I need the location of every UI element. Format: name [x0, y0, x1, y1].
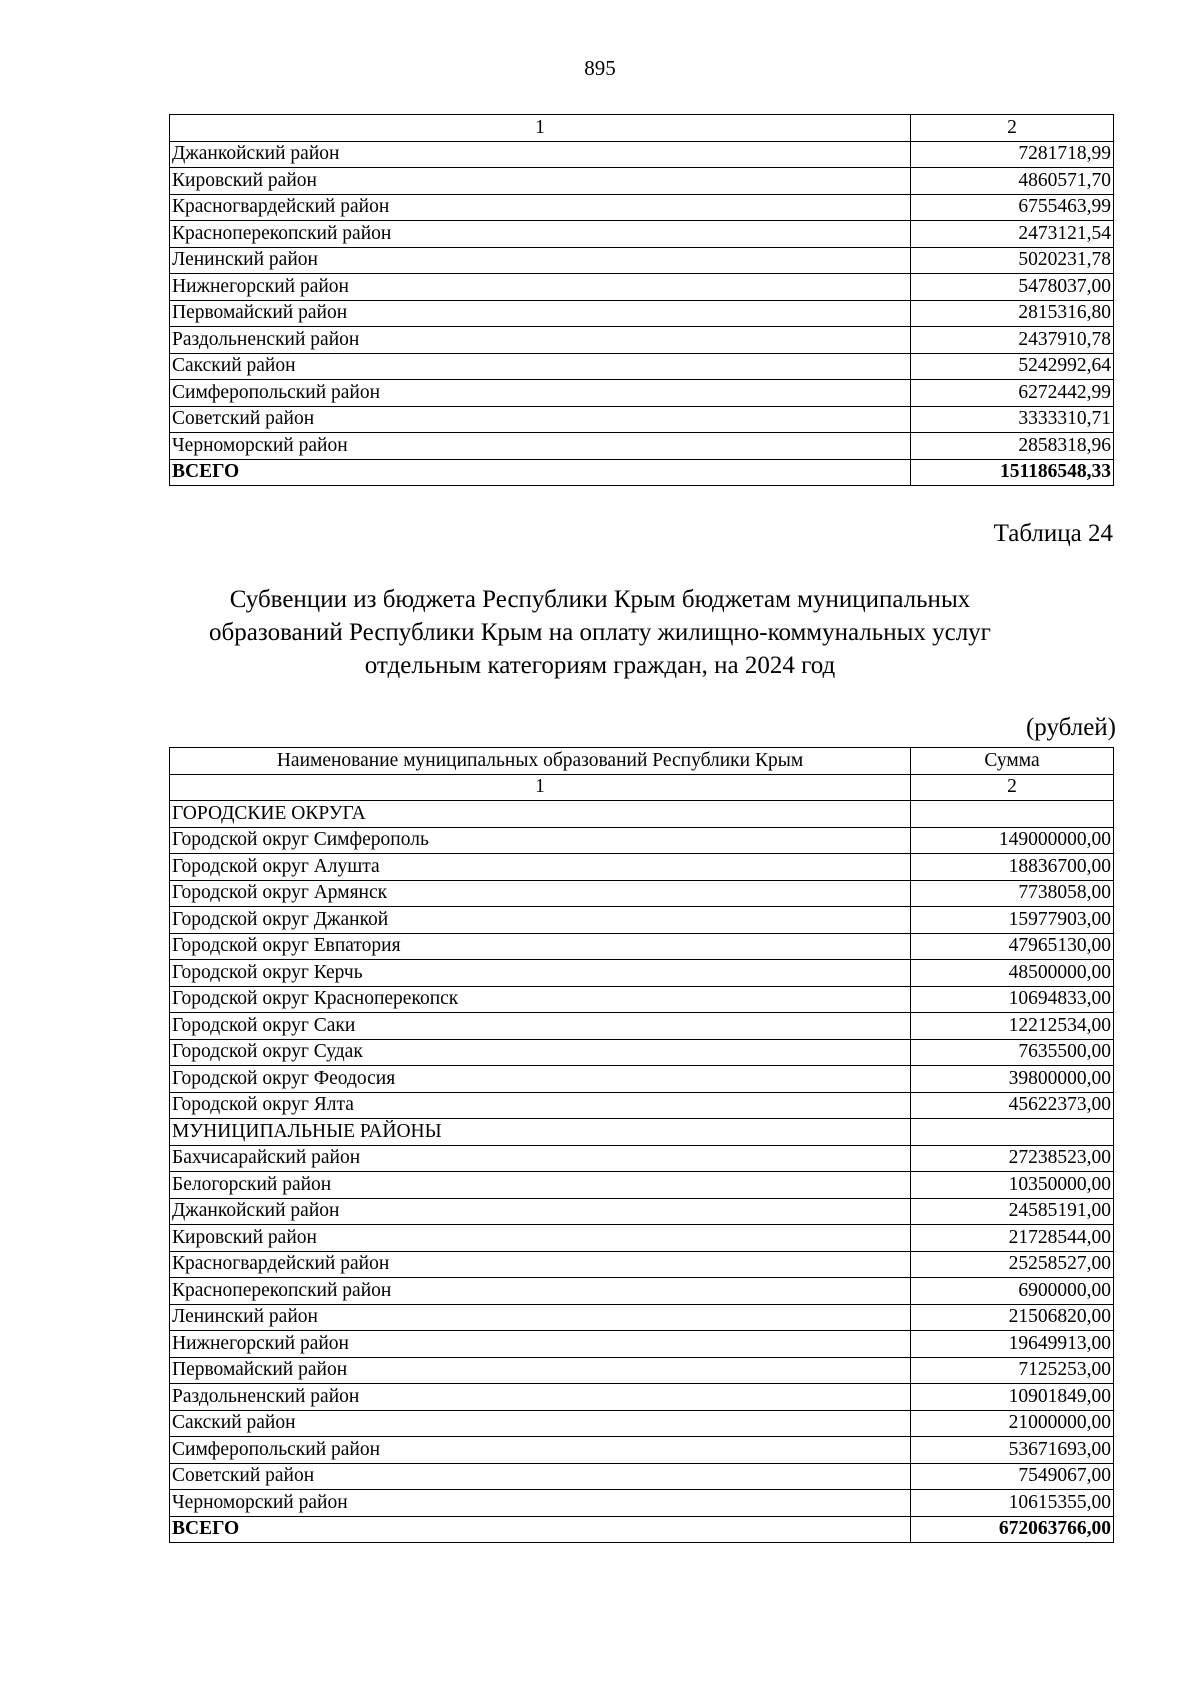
row-value: 15977903,00: [911, 907, 1114, 934]
row-value: 7281718,99: [911, 141, 1114, 168]
row-value: 53671693,00: [911, 1437, 1114, 1464]
row-value: [911, 801, 1114, 828]
table-row: [170, 1384, 1114, 1411]
row-value: 6755463,99: [911, 194, 1114, 221]
row-name: Симферопольский район: [170, 380, 911, 407]
row-name: ВСЕГО: [170, 459, 911, 486]
row-name: Городской округ Феодосия: [170, 1066, 911, 1093]
table-row: [170, 380, 1114, 407]
table-row: [170, 247, 1114, 274]
row-value: 672063766,00: [911, 1516, 1114, 1543]
row-value: 10350000,00: [911, 1172, 1114, 1199]
table-row: [170, 353, 1114, 380]
row-value: 27238523,00: [911, 1145, 1114, 1172]
column-number-1: 1: [170, 774, 911, 801]
row-value: 2815316,80: [911, 300, 1114, 327]
subvention-table: [169, 747, 1114, 1543]
title-line-3: отдельным категориям граждан, на 2024 год: [364, 652, 836, 679]
table-row: [170, 880, 1114, 907]
table-row: [170, 1304, 1114, 1331]
row-name: Красноперекопский район: [170, 1278, 911, 1305]
unit-label: (рублей): [1025, 714, 1116, 741]
row-value: 4860571,70: [911, 168, 1114, 195]
row-value: 7635500,00: [911, 1039, 1114, 1066]
row-value: 45622373,00: [911, 1092, 1114, 1119]
row-value: 21506820,00: [911, 1304, 1114, 1331]
row-name: Нижнегорский район: [170, 274, 911, 301]
row-value: [911, 1119, 1114, 1146]
row-name: ВСЕГО: [170, 1516, 911, 1543]
row-name: Первомайский район: [170, 300, 911, 327]
table-row: [170, 986, 1114, 1013]
table-row: [170, 433, 1114, 460]
table-row: [170, 1066, 1114, 1093]
row-name: Ленинский район: [170, 1304, 911, 1331]
row-value: 10615355,00: [911, 1490, 1114, 1517]
row-name: Первомайский район: [170, 1357, 911, 1384]
row-value: 151186548,33: [911, 459, 1114, 486]
row-value: 39800000,00: [911, 1066, 1114, 1093]
table-row: [170, 168, 1114, 195]
table-row: [170, 1278, 1114, 1305]
total-row: [170, 459, 1114, 486]
row-value: 7738058,00: [911, 880, 1114, 907]
row-name: Советский район: [170, 406, 911, 433]
row-name: Красногвардейский район: [170, 194, 911, 221]
column-number-1: 1: [170, 115, 911, 142]
table-row: [170, 1172, 1114, 1199]
row-name: Ленинский район: [170, 247, 911, 274]
table-row: [170, 1490, 1114, 1517]
row-value: 2437910,78: [911, 327, 1114, 354]
column-number-row: [170, 774, 1114, 801]
table-row: [170, 1463, 1114, 1490]
row-name: Городской округ Евпатория: [170, 933, 911, 960]
row-name: Городской округ Саки: [170, 1013, 911, 1040]
table-row: [170, 1357, 1114, 1384]
page-number: 895: [584, 56, 616, 80]
column-header-name: Наименование муниципальных образований Республики Крым: [170, 748, 911, 775]
row-name: Раздольненский район: [170, 327, 911, 354]
table-title: [0, 583, 1200, 682]
row-name: Городской округ Алушта: [170, 854, 911, 881]
title-line-2: образований Республики Крым на оплату жилищно-коммунальных услуг: [209, 619, 991, 646]
row-name: Городской округ Красноперекопск: [170, 986, 911, 1013]
table-row: [170, 933, 1114, 960]
row-name: Городской округ Керчь: [170, 960, 911, 987]
table-row: [170, 854, 1114, 881]
table-row: [170, 141, 1114, 168]
row-name: Бахчисарайский район: [170, 1145, 911, 1172]
row-value: 2858318,96: [911, 433, 1114, 460]
table-row: [170, 300, 1114, 327]
row-value: 6272442,99: [911, 380, 1114, 407]
row-name: Белогорский район: [170, 1172, 911, 1199]
row-value: 149000000,00: [911, 827, 1114, 854]
column-number-row: [170, 115, 1114, 142]
row-name: Раздольненский район: [170, 1384, 911, 1411]
row-value: 25258527,00: [911, 1251, 1114, 1278]
row-name: Черноморский район: [170, 433, 911, 460]
row-name: ГОРОДСКИЕ ОКРУГА: [170, 801, 911, 828]
section-header-row: [170, 1119, 1114, 1146]
row-name: Городской округ Симферополь: [170, 827, 911, 854]
row-name: Советский район: [170, 1463, 911, 1490]
table-label: Таблица 24: [993, 520, 1113, 547]
row-value: 7125253,00: [911, 1357, 1114, 1384]
row-value: 5478037,00: [911, 274, 1114, 301]
table-row: [170, 221, 1114, 248]
row-name: Джанкойский район: [170, 1198, 911, 1225]
table-row: [170, 1092, 1114, 1119]
row-name: Городской округ Армянск: [170, 880, 911, 907]
table-row: [170, 1198, 1114, 1225]
row-name: Красноперекопский район: [170, 221, 911, 248]
row-name: Сакский район: [170, 1410, 911, 1437]
column-number-2: 2: [911, 115, 1114, 142]
table-row: [170, 406, 1114, 433]
row-value: 10901849,00: [911, 1384, 1114, 1411]
row-value: 21728544,00: [911, 1225, 1114, 1252]
total-row: [170, 1516, 1114, 1543]
row-name: Сакский район: [170, 353, 911, 380]
table-row: [170, 1331, 1114, 1358]
row-value: 47965130,00: [911, 933, 1114, 960]
row-name: Городской округ Ялта: [170, 1092, 911, 1119]
row-name: Кировский район: [170, 1225, 911, 1252]
table-row: [170, 274, 1114, 301]
table-row: [170, 1410, 1114, 1437]
table-row: [170, 327, 1114, 354]
row-value: 48500000,00: [911, 960, 1114, 987]
row-name: Нижнегорский район: [170, 1331, 911, 1358]
table-row: [170, 960, 1114, 987]
row-name: Симферопольский район: [170, 1437, 911, 1464]
row-name: МУНИЦИПАЛЬНЫЕ РАЙОНЫ: [170, 1119, 911, 1146]
row-name: Кировский район: [170, 168, 911, 195]
row-value: 2473121,54: [911, 221, 1114, 248]
title-line-1: Субвенции из бюджета Республики Крым бюджетам муниципальных: [229, 586, 971, 613]
table-row: [170, 1013, 1114, 1040]
row-value: 18836700,00: [911, 854, 1114, 881]
table-row: [170, 1039, 1114, 1066]
row-value: 12212534,00: [911, 1013, 1114, 1040]
row-value: 7549067,00: [911, 1463, 1114, 1490]
row-value: 3333310,71: [911, 406, 1114, 433]
row-name: Городской округ Судак: [170, 1039, 911, 1066]
row-name: Красногвардейский район: [170, 1251, 911, 1278]
row-value: 21000000,00: [911, 1410, 1114, 1437]
column-number-2: 2: [911, 774, 1114, 801]
column-header-sum: Сумма: [911, 748, 1114, 775]
table-row: [170, 1251, 1114, 1278]
row-value: 24585191,00: [911, 1198, 1114, 1225]
row-value: 5242992,64: [911, 353, 1114, 380]
column-header-row: [170, 748, 1114, 775]
table-row: [170, 1225, 1114, 1252]
row-value: 6900000,00: [911, 1278, 1114, 1305]
row-name: Черноморский район: [170, 1490, 911, 1517]
table-row: [170, 194, 1114, 221]
table-continuation: [169, 114, 1114, 486]
table-row: [170, 827, 1114, 854]
section-header-row: [170, 801, 1114, 828]
table-row: [170, 1145, 1114, 1172]
row-name: Джанкойский район: [170, 141, 911, 168]
table-row: [170, 1437, 1114, 1464]
table-row: [170, 907, 1114, 934]
row-value: 19649913,00: [911, 1331, 1114, 1358]
row-value: 5020231,78: [911, 247, 1114, 274]
row-name: Городской округ Джанкой: [170, 907, 911, 934]
row-value: 10694833,00: [911, 986, 1114, 1013]
